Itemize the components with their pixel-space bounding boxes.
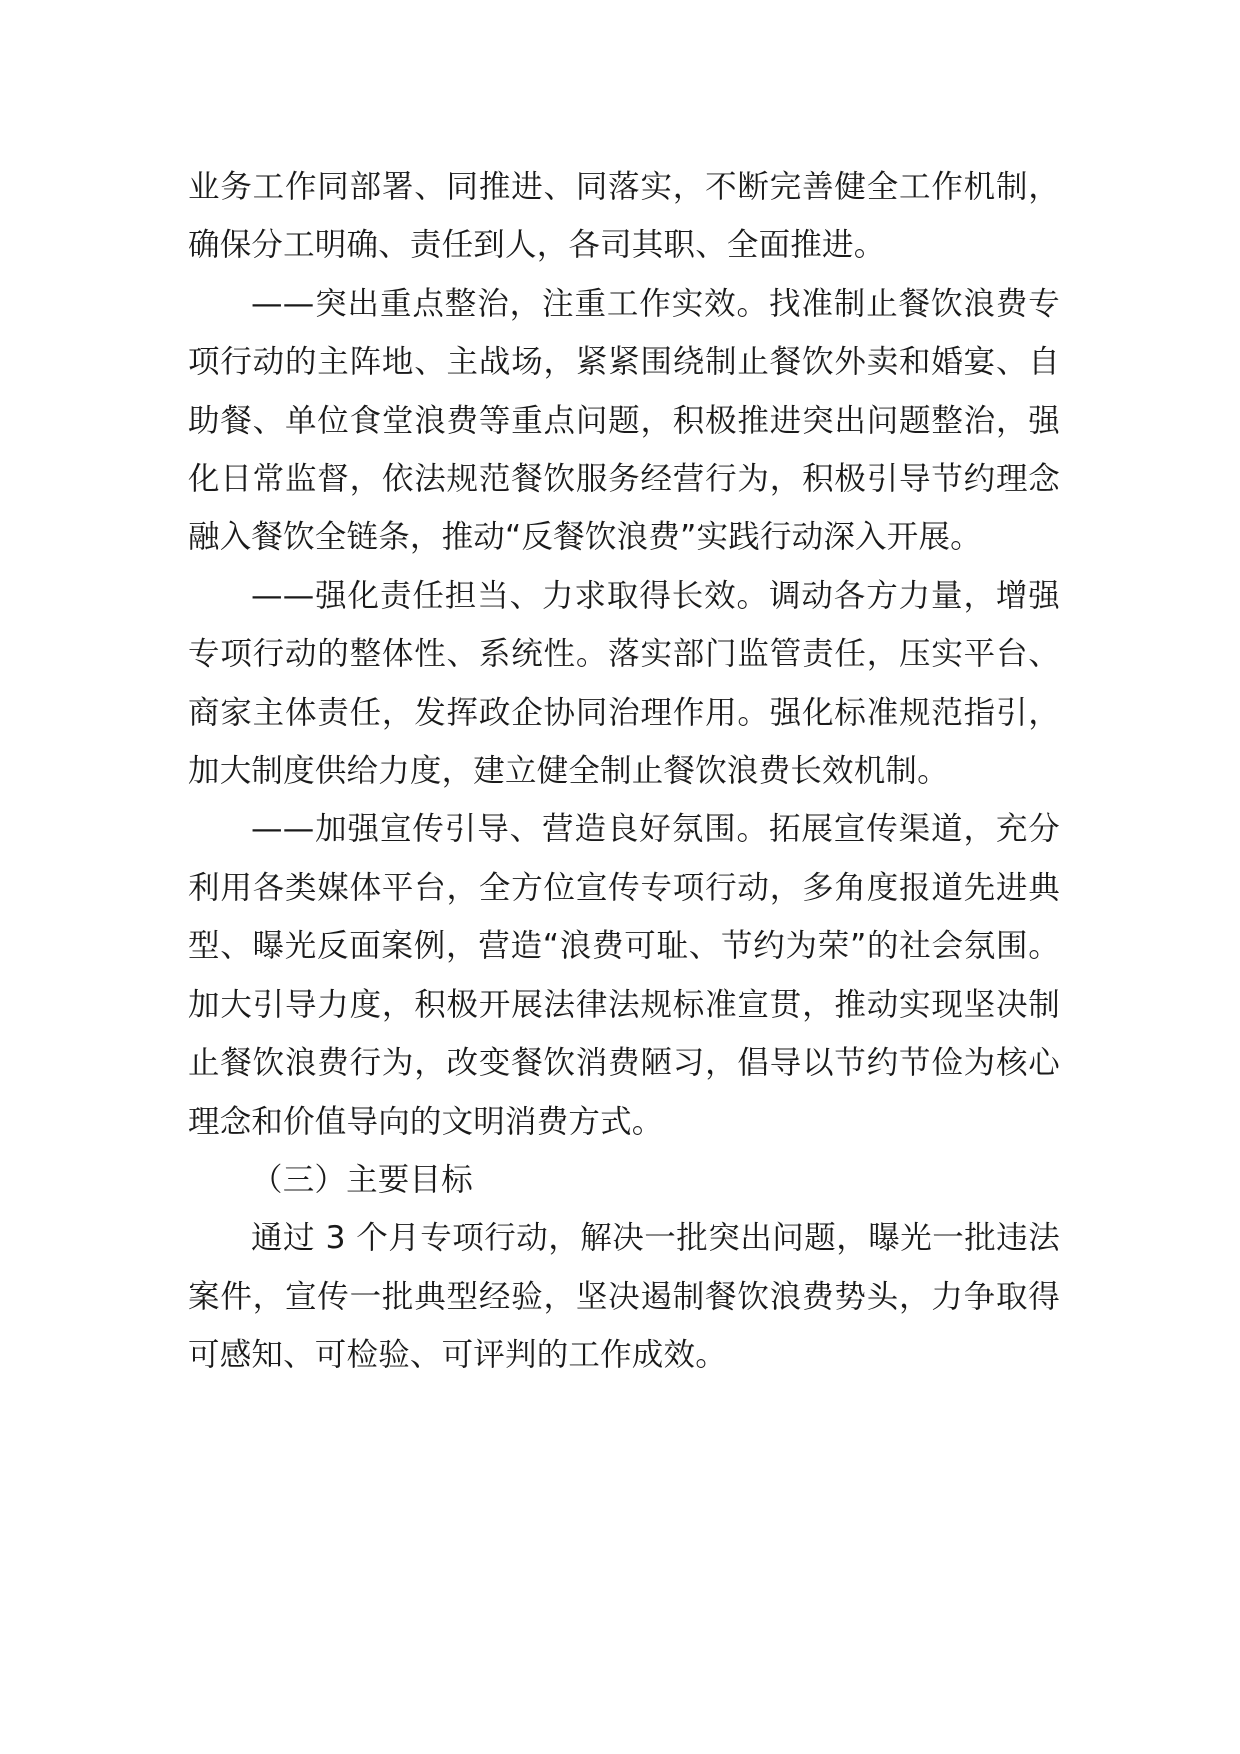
document-body	[188, 158, 1060, 1385]
paragraph-responsibility: ——强化责任担当、力求取得长效。调动各方力量，增强专项行动的整体性、系统性。落实部门监管责任，压实平台、商家主体责任，发挥政企协同治理作用。强化标准规范指引，加大制度供给力度，建立健全制止餐饮浪费长效机制。	[188, 577, 1060, 790]
section-heading-main-goals: （三）主要目标	[251, 1161, 473, 1198]
paragraph-key-rectification: ——突出重点整治，注重工作实效。找准制止餐饮浪费专项行动的主阵地、主战场，紧紧围绕制止餐饮外卖和婚宴、自助餐、单位食堂浪费等重点问题，积极推进突出问题整治，强化日常监督，依法规范餐饮服务经营行为，积极引导节约理念融入餐饮全链条，推动“反餐饮浪费”实践行动深入开展。	[188, 285, 1060, 556]
paragraph-continuation: 业务工作同部署、同推进、同落实，不断完善健全工作机制，确保分工明确、责任到人，各司其职、全面推进。	[188, 169, 1060, 264]
paragraph-goals: 通过 3 个月专项行动，解决一批突出问题，曝光一批违法案件，宣传一批典型经验，坚决遏制餐饮浪费势头，力争取得可感知、可检验、可评判的工作成效。	[188, 1220, 1060, 1374]
paragraph-publicity: ——加强宣传引导、营造良好氛围。拓展宣传渠道，充分利用各类媒体平台，全方位宣传专项行动，多角度报道先进典型、曝光反面案例，营造“浪费可耻、节约为荣”的社会氛围。加大引导力度，积极开展法律法规标准宣贯，推动实现坚决制止餐饮浪费行为，改变餐饮消费陋习，倡导以节约节俭为核心理念和价值导向的文明消费方式。	[188, 811, 1060, 1140]
